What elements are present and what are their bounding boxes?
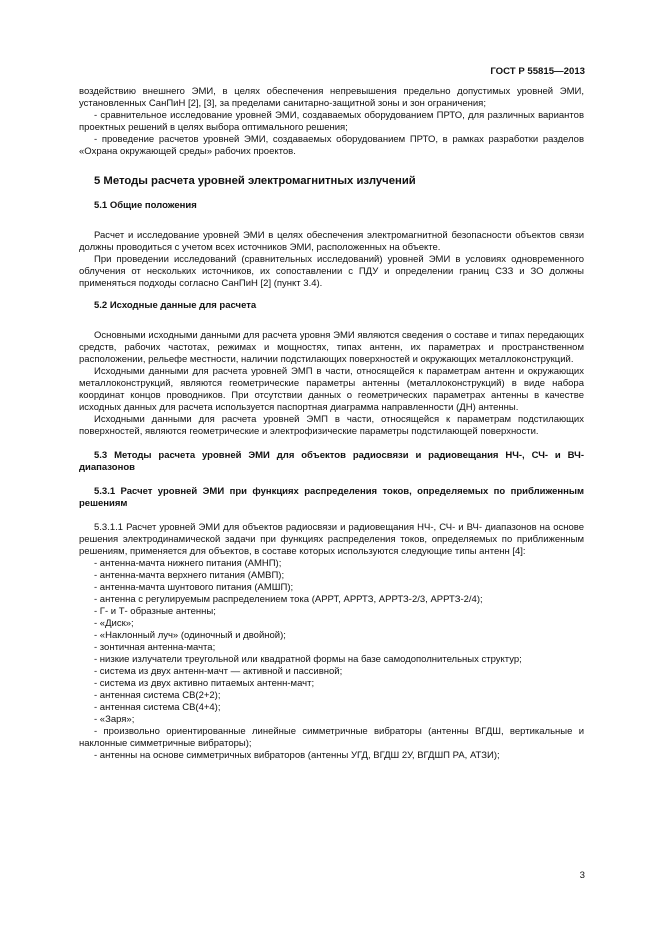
antenna-list-item: - произвольно ориентированные линейные симметричные вибраторы (антенны ВГДШ, вертикальные и наклонные симметричные вибраторы); (79, 726, 584, 749)
page-number: 3 (579, 870, 585, 881)
antenna-list-item: - система из двух антенн-мачт — активной и пассивной; (94, 666, 343, 677)
section-5-2-paragraph-3: Исходными данными для расчета уровней ЭМП в части, относящейся к параметрам подстилающих поверхностей, являются геометрические и электрофизические параметры подстилающей поверхности. (79, 414, 584, 437)
intro-paragraph-2: - сравнительное исследование уровней ЭМИ, создаваемых оборудованием ПРТО, для различных вариантов проектных решений в целях выбора оптимального решения; (79, 110, 584, 133)
antenna-list-item: - антенна-мачта шунтового питания (АМШП); (94, 582, 294, 593)
section-5-2-heading: 5.2 Исходные данные для расчета (94, 300, 257, 311)
section-5-2-paragraph-2: Исходными данными для расчета уровней ЭМП в части, относящейся к параметрам антенн и окружающих металлоконструкций, являются геометрические параметры антенны (металлоконструкций) в виде набора координат концов проводников. При отсутствии данных о геометрических параметрах антенны в качестве исходных данных для расчета используется паспортная диаграмма направленности (ДН) антенны. (79, 366, 584, 413)
section-5-2-paragraph-1: Основными исходными данными для расчета уровня ЭМИ являются сведения о составе и типах передающих средств, рабочих частотах, режимах и мощностях, типах антенн, их параметрах и пространственном расположении, рельефе местности, наличии подстилающих поверхностей и окружающих металлоконструкций. (79, 330, 584, 365)
antenna-list-item: - антенная система СВ(2+2); (94, 690, 221, 701)
antenna-type-list (79, 558, 584, 762)
antenna-list-item: - Г- и Т- образные антенны; (94, 606, 216, 617)
intro-paragraph-3: - проведение расчетов уровней ЭМИ, создаваемых оборудованием ПРТО, в рамках разработки разделов «Охрана окружающей среды» рабочих проектов. (79, 134, 584, 157)
section-5-3-1-1-paragraph: 5.3.1.1 Расчет уровней ЭМИ для объектов радиосвязи и радиовещания НЧ-, СЧ- и ВЧ- диапазонов на основе решения электродинамической задачи при функциях распределения токов, определяемых по приближенным решениям, применяется для объектов, в составе которых используются следующие типы антенн [4]: (79, 522, 584, 557)
section-5-3-heading: 5.3 Методы расчета уровней ЭМИ для объектов радиосвязи и радиовещания НЧ-, СЧ- и ВЧ- диапазонов (79, 450, 584, 473)
antenna-list-item: - антенны на основе симметричных вибраторов (антенны УГД, ВГДШ 2У, ВГДШП РА, АТЗИ); (94, 750, 500, 761)
antenna-list-item: - «Диск»; (94, 618, 134, 629)
antenna-list-item: - антенна-мачта нижнего питания (АМНП); (94, 558, 282, 569)
intro-paragraph-1: воздействию внешнего ЭМИ, в целях обеспечения непревышения предельно допустимых уровней ЭМИ, установленных СанПиН [2], [3], за пределами санитарно-защитной зоны и зон ограничения; (79, 86, 584, 109)
section-5-1-paragraph-2: При проведении исследований (сравнительных исследований) уровней ЭМИ в условиях одновременного облучения от нескольких источников, их сопоставлении с ПДУ и определении границ СЗЗ и ЗО должны применяться подходы согласно СанПиН [2] (пункт 3.4). (79, 254, 584, 289)
document-code: ГОСТ Р 55815—2013 (490, 66, 585, 77)
document-body (79, 86, 584, 762)
antenna-list-item: - система из двух активно питаемых антенн-мачт; (94, 678, 315, 689)
section-5-1-paragraph-1: Расчет и исследование уровней ЭМИ в целях обеспечения электромагнитной безопасности объектов связи должны проводиться с учетом всех источников ЭМИ, расположенных на объекте. (79, 230, 584, 253)
section-5-heading: 5 Методы расчета уровней электромагнитных излучений (94, 175, 416, 187)
antenna-list-item: - антенна с регулируемым распределением тока (АРРТ, АРРТЗ, АРРТЗ-2/3, АРРТЗ-2/4); (94, 594, 483, 605)
antenna-list-item: - антенна-мачта верхнего питания (АМВП); (94, 570, 285, 581)
section-5-3-1-heading: 5.3.1 Расчет уровней ЭМИ при функциях распределения токов, определяемых по приближенным решениям (79, 486, 584, 509)
antenna-list-item: - зонтичная антенна-мачта; (94, 642, 216, 653)
antenna-list-item: - низкие излучатели треугольной или квадратной формы на базе самодополнительных структур; (94, 654, 522, 665)
section-5-1-heading: 5.1 Общие положения (94, 200, 197, 211)
antenna-list-item: - антенная система СВ(4+4); (94, 702, 221, 713)
antenna-list-item: - «Заря»; (94, 714, 135, 725)
antenna-list-item: - «Наклонный луч» (одиночный и двойной); (94, 630, 286, 641)
